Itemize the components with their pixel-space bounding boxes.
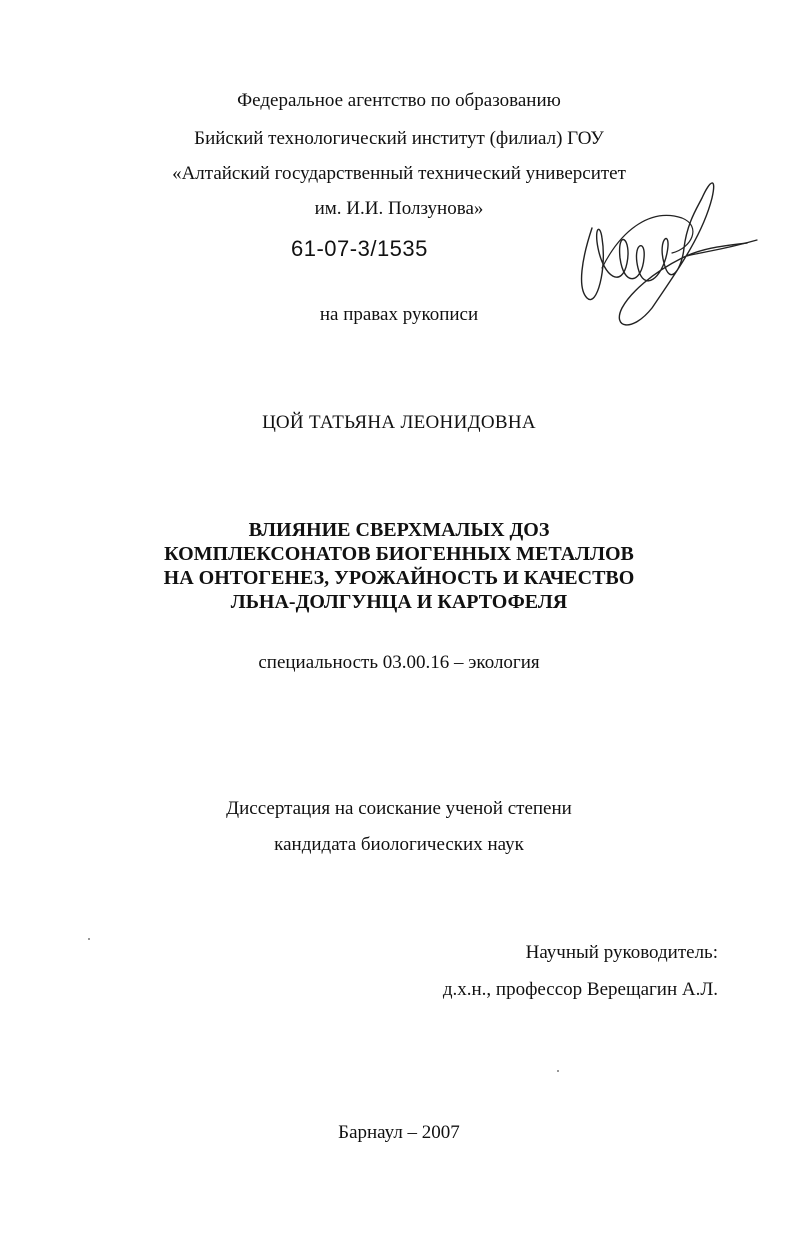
specialty: специальность 03.00.16 – экология (258, 652, 540, 673)
header-named-after: им. И.И. Ползунова» (314, 198, 484, 219)
manuscript-rights: на правах рукописи (319, 304, 479, 325)
author-name: ЦОЙ ТАТЬЯНА ЛЕОНИДОВНА (262, 412, 536, 433)
catalog-stamp: 61-07-3/1535 (291, 236, 428, 261)
title-line-4: ЛЬНА-ДОЛГУНЦА И КАРТОФЕЛЯ (230, 591, 568, 613)
title-line-3: НА ОНТОГЕНЕЗ, УРОЖАЙНОСТЬ И КАЧЕСТВО (163, 567, 635, 589)
scan-speck (557, 1070, 559, 1072)
supervisor-label: Научный руководитель: (525, 942, 718, 963)
scan-speck (88, 938, 90, 940)
dissertation-title (0, 518, 798, 614)
dissertation-degree-line1: Диссертация на соискание ученой степени (226, 798, 572, 819)
title-line-1: ВЛИЯНИЕ СВЕРХМАЛЫХ ДОЗ (248, 519, 550, 541)
dissertation-degree-line2: кандидата биологических наук (274, 834, 524, 855)
header-university: «Алтайский государственный технический университет (172, 163, 626, 184)
header-institute: Бийский технологический институт (филиал) ГОУ (194, 128, 604, 149)
header-agency: Федеральное агентство по образованию (237, 90, 561, 111)
place-year: Барнаул – 2007 (338, 1122, 460, 1143)
supervisor-name: д.х.н., профессор Верещагин А.Л. (442, 979, 718, 1000)
title-line-2: КОМПЛЕКСОНАТОВ БИОГЕННЫХ МЕТАЛЛОВ (164, 543, 634, 565)
